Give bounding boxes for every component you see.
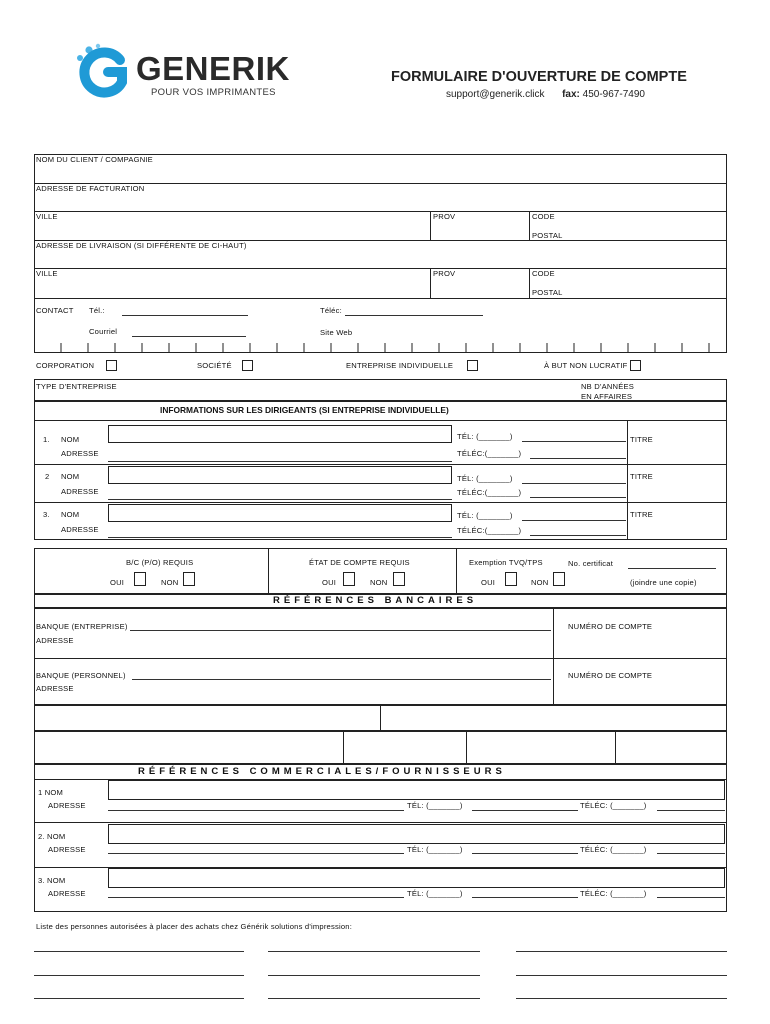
generik-logo-icon [74, 42, 134, 104]
certificat-label: No. certificat [568, 559, 613, 568]
postal-livraison-label: POSTAL [532, 288, 563, 297]
brand-name: GENERIK [136, 50, 290, 87]
courriel-input-line[interactable] [132, 336, 246, 337]
ref-3-adresse-line[interactable] [108, 897, 404, 898]
societe-checkbox[interactable] [242, 360, 253, 371]
personne-line-1a[interactable] [34, 951, 244, 952]
certificat-input-line[interactable] [628, 568, 716, 569]
ref-1-nom-field[interactable] [108, 780, 725, 800]
ref-1-adresse-line[interactable] [108, 810, 404, 811]
extra-field-row-2[interactable] [34, 731, 727, 764]
form-title: FORMULAIRE D'OUVERTURE DE COMPTE [391, 69, 687, 85]
exemption-non-label: NON [531, 578, 549, 587]
contact-line [446, 89, 645, 100]
bc-requis-label: B/C (P/O) REQUIS [126, 558, 194, 567]
brand-logo [74, 42, 304, 104]
dirigeant-2-telec: TÉLÉC:(_______) [457, 488, 522, 497]
dirigeant-2-nom-field[interactable] [108, 466, 452, 484]
individuelle-label: ENTREPRISE INDIVIDUELLE [346, 361, 454, 370]
dirigeant-3-adresse-label: ADRESSE [61, 525, 99, 534]
tick-marks [34, 343, 727, 353]
dirigeant-3-telec: TÉLÉC:(_______) [457, 526, 522, 535]
etat-non-label: NON [370, 578, 388, 587]
dirigeant-2-nom-label: NOM [61, 472, 80, 481]
tel-label: Tél.: [89, 306, 105, 315]
commerciales-title: RÉFÉRENCES COMMERCIALES/FOURNISSEURS [138, 766, 506, 777]
code-livraison-label: CODE [532, 269, 555, 278]
banque-title: RÉFÉRENCES BANCAIRES [273, 595, 478, 606]
bc-oui-label: OUI [110, 578, 125, 587]
prov-label: PROV [433, 212, 456, 221]
bc-non-checkbox[interactable] [183, 572, 195, 586]
dirigeant-1-telec: TÉLÉC:(_______) [457, 449, 522, 458]
dirigeant-1-nom-label: NOM [61, 435, 80, 444]
etat-non-checkbox[interactable] [393, 572, 405, 586]
ref-1-adresse-label: ADRESSE [48, 801, 86, 810]
personne-line-1c[interactable] [516, 951, 727, 952]
bc-non-label: NON [161, 578, 179, 587]
requis-section [34, 548, 727, 594]
siteweb-label: Site Web [320, 328, 353, 337]
ref-3-telec: TÉLÉC: (_______) [580, 889, 647, 898]
personne-line-2c[interactable] [516, 975, 727, 976]
banque-entreprise-adresse-label: ADRESSE [36, 636, 74, 645]
banque-personnel-adresse-label: ADRESSE [36, 684, 74, 693]
dirigeant-3-num: 3. [43, 510, 50, 519]
individuelle-checkbox[interactable] [467, 360, 478, 371]
ref-3-tel: TÉL: (_______) [407, 889, 463, 898]
contact-label: CONTACT [36, 306, 74, 315]
dirigeant-2-titre: TITRE [630, 472, 653, 481]
ref-3-nom-field[interactable] [108, 868, 725, 888]
tel-input-line[interactable] [122, 315, 248, 316]
exemption-oui-checkbox[interactable] [505, 572, 517, 586]
code-label: CODE [532, 212, 555, 221]
dirigeant-3-titre: TITRE [630, 510, 653, 519]
dirigeant-2-adresse-label: ADRESSE [61, 487, 99, 496]
tick-row [34, 343, 727, 353]
personne-line-3c[interactable] [516, 998, 727, 999]
ref-2-adresse-line[interactable] [108, 853, 404, 854]
nom-client-label: NOM DU CLIENT / COMPAGNIE [36, 155, 153, 164]
brand-tagline: POUR VOS IMPRIMANTES [151, 87, 276, 98]
adresse-livraison-label: ADRESSE DE LIVRAISON (SI DIFFÉRENTE DE CI-HAUT) [36, 241, 247, 250]
non-lucratif-label: À BUT NON LUCRATIF [544, 361, 628, 370]
societe-label: SOCIÉTÉ [197, 361, 232, 370]
banque-entreprise-line[interactable] [130, 630, 551, 631]
dirigeant-2-tel: TÉL: (_______) [457, 474, 513, 483]
prov-livraison-label: PROV [433, 269, 456, 278]
dirigeant-1-num: 1. [43, 435, 50, 444]
ref-3-nom-label: 3. NOM [38, 876, 66, 885]
support-email[interactable]: support@generik.click [446, 89, 545, 100]
personne-line-2b[interactable] [268, 975, 480, 976]
dirigeant-2-num: 2 [45, 472, 50, 481]
ref-2-telec: TÉLÉC: (_______) [580, 845, 647, 854]
ville-label: VILLE [36, 212, 58, 221]
fax-label: fax: [562, 89, 580, 100]
ref-1-nom-label: 1 NOM [38, 788, 64, 797]
ref-2-nom-field[interactable] [108, 824, 725, 844]
type-entreprise-label: TYPE D'ENTREPRISE [36, 382, 117, 391]
dirigeant-1-nom-field[interactable] [108, 425, 452, 443]
banque-personnel-line[interactable] [132, 679, 551, 680]
dirigeant-2-adresse-line[interactable] [108, 499, 452, 500]
dirigeant-3-nom-label: NOM [61, 510, 80, 519]
dirigeant-1-adresse-line[interactable] [108, 461, 452, 462]
personne-line-1b[interactable] [268, 951, 480, 952]
personne-line-3b[interactable] [268, 998, 480, 999]
numero-compte-1-label: NUMÉRO DE COMPTE [568, 622, 653, 631]
exemption-label: Exemption TVQ/TPS [469, 558, 543, 567]
ref-3-adresse-label: ADRESSE [48, 889, 86, 898]
fax-number: 450-967-7490 [582, 89, 645, 100]
exemption-non-checkbox[interactable] [553, 572, 565, 586]
non-lucratif-checkbox[interactable] [630, 360, 641, 371]
courriel-label: Courriel [89, 327, 118, 336]
etat-compte-label: ÉTAT DE COMPTE REQUIS [309, 558, 410, 567]
dirigeant-3-adresse-line[interactable] [108, 537, 452, 538]
banque-entreprise-label: BANQUE (ENTREPRISE) [36, 622, 128, 631]
corporation-checkbox[interactable] [106, 360, 117, 371]
telec-input-line[interactable] [345, 315, 483, 316]
etat-oui-checkbox[interactable] [343, 572, 355, 586]
personne-line-3a[interactable] [34, 998, 244, 999]
numero-compte-2-label: NUMÉRO DE COMPTE [568, 671, 653, 680]
corporation-label: CORPORATION [36, 361, 95, 370]
nb-annees-label-2: EN AFFAIRES [581, 392, 633, 401]
dirigeant-3-tel: TÉL: (_______) [457, 511, 513, 520]
nb-annees-label-1: NB D'ANNÉES [581, 382, 635, 391]
ref-2-nom-label: 2. NOM [38, 832, 66, 841]
dirigeant-3-nom-field[interactable] [108, 504, 452, 522]
bc-oui-checkbox[interactable] [134, 572, 146, 586]
dirigeant-1-adresse-label: ADRESSE [61, 449, 99, 458]
dirigeant-1-titre: TITRE [630, 435, 653, 444]
dirigeant-1-tel: TÉL: (_______) [457, 432, 513, 441]
etat-oui-label: OUI [322, 578, 337, 587]
dirigeants-title: INFORMATIONS SUR LES DIRIGEANTS (SI ENTREPRISE INDIVIDUELLE) [160, 405, 449, 415]
telec-label: Téléc: [320, 306, 342, 315]
banque-personnel-label: BANQUE (PERSONNEL) [36, 671, 126, 680]
adresse-facturation-label: ADRESSE DE FACTURATION [36, 184, 145, 193]
ref-1-telec: TÉLÉC: (_______) [580, 801, 647, 810]
ref-2-adresse-label: ADRESSE [48, 845, 86, 854]
ville-livraison-label: VILLE [36, 269, 58, 278]
personnes-autorisees-label: Liste des personnes autorisées à placer des achats chez Générik solutions d'impression: [36, 922, 353, 931]
ref-2-tel: TÉL: (_______) [407, 845, 463, 854]
personne-line-2a[interactable] [34, 975, 244, 976]
postal-label: POSTAL [532, 231, 563, 240]
ref-1-tel: TÉL: (_______) [407, 801, 463, 810]
exemption-oui-label: OUI [481, 578, 496, 587]
joindre-copie-label: (joindre une copie) [630, 578, 697, 587]
